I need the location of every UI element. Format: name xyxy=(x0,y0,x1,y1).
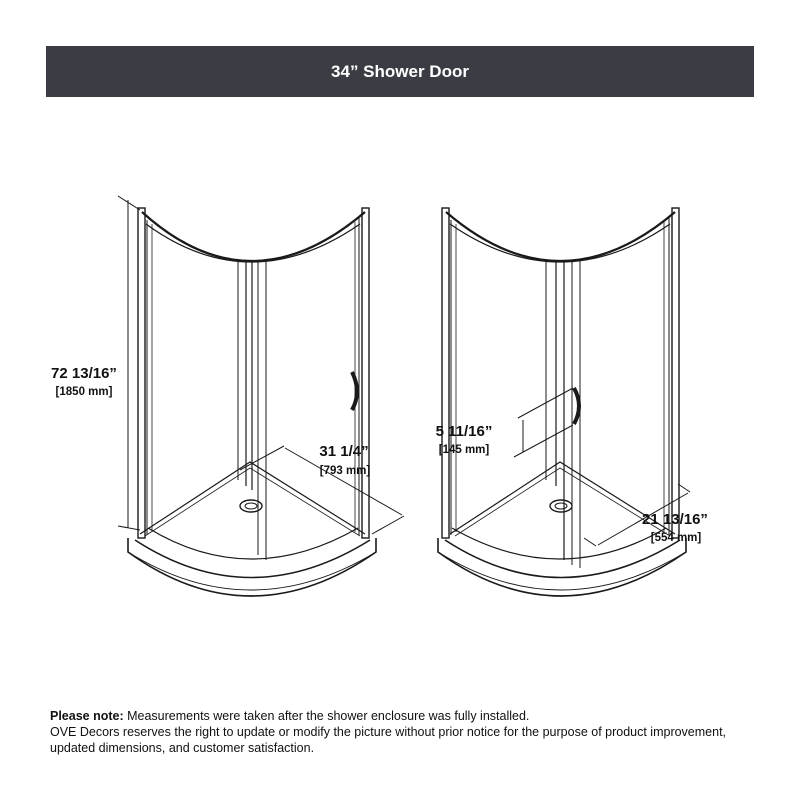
enclosure-closed xyxy=(128,208,376,596)
handle-metric-label: [145 mm] xyxy=(438,444,490,456)
depth-metric-label: [793 mm] xyxy=(319,465,371,477)
note-line-2: OVE Decors reserves the right to update or modify the picture without prior notice for the purpose of product improvement, updated dimensions, and customer satisfaction. xyxy=(50,725,727,755)
note-text: Measurements were taken after the shower enclosure was fully installed. xyxy=(123,709,530,723)
enclosure-open xyxy=(435,208,686,596)
note-line-1 xyxy=(50,708,750,724)
opening-imperial-label: 21 13/16” xyxy=(642,511,708,528)
height-dimension xyxy=(118,196,140,530)
disclaimer-note xyxy=(50,708,750,756)
height-imperial-label: 72 13/16” xyxy=(51,365,117,382)
page-title: 34” Shower Door xyxy=(331,61,469,81)
depth-imperial-label: 31 1/4” xyxy=(319,443,369,460)
note-label: Please note: xyxy=(50,709,124,723)
opening-metric-label: [554 mm] xyxy=(650,532,702,544)
handle-imperial-label: 5 11/16” xyxy=(435,423,493,440)
height-metric-label: [1850 mm] xyxy=(55,386,113,398)
